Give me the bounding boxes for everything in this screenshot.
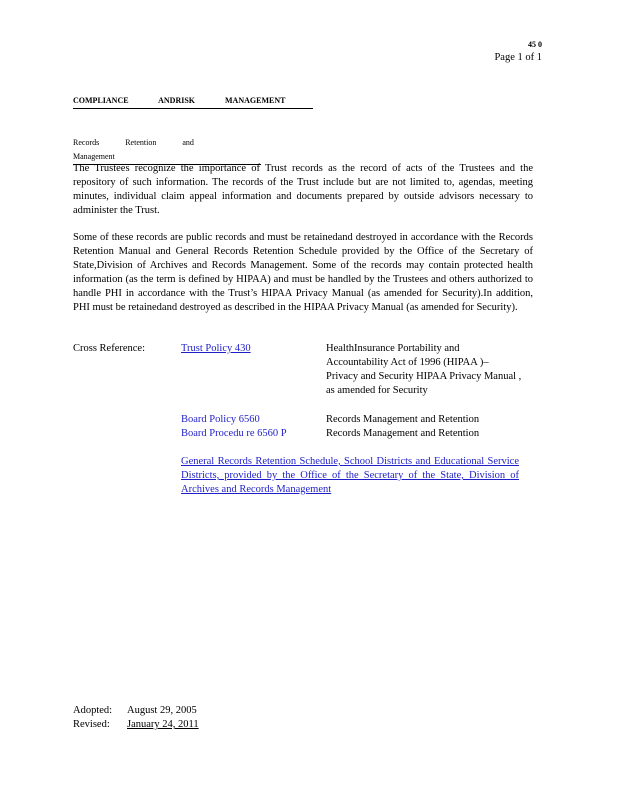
paragraph-trustees: The Trustees recognize the importance of Trust records as the record of acts of the Trustees and the repository of such information. The records of the Trust include but are not limited to, agendas, meeting minutes, individual claim appeal information and documents prepared by outside advisors necessary to administer the Trust.	[73, 163, 533, 216]
trust-policy-430-link[interactable]: Trust Policy 430	[181, 343, 251, 354]
policy-number: 45 0	[528, 40, 542, 49]
adopted-row	[73, 704, 199, 718]
page-number-block	[494, 38, 542, 64]
board-procedure-6560p-link[interactable]: Board Procedu re 6560 P	[181, 428, 287, 439]
revised-label: Revised:	[73, 719, 110, 730]
board-procedure-6560p-desc: Records Management and Retention	[326, 428, 480, 439]
adopted-label: Adopted:	[73, 705, 113, 716]
revised-date: January 24, 2011	[127, 719, 199, 730]
page-count: Page 1 of 1	[494, 52, 542, 63]
adoption-dates	[73, 704, 199, 732]
section-heading: COMPLIANCE ANDRISK MANAGEMENT	[73, 94, 313, 109]
general-records-schedule-link[interactable]: General Records Retention Schedule, School Districts and Educational Service Districts, provided by the Office of the Secretary of the State, Division of Archives and Records Management	[181, 456, 519, 495]
section-subheading: Records Retention and Management	[73, 136, 261, 165]
board-policy-6560-link[interactable]: Board Policy 6560	[181, 414, 260, 425]
paragraph-public-records: Some of these records are public records and must be retainedand destroyed in accordance with the Records Retention Manual and General Records Retention Schedule provided by the Office of the Secretary of State,Division of Archives and Records Management. Some of the records may contain protected health information (as the term is defined by HIPAA) and must be handled by the Trustees and others authorized to handle PHI in accordance with the Trust’s HIPAA Privacy Manual (as amended for Security).In addition, PHI must be retainedand destroyed as described in the HIPAA Privacy Manual (as amended for Security).	[73, 232, 533, 313]
adopted-date: August 29, 2005	[127, 705, 197, 716]
revised-row	[73, 718, 199, 732]
board-policy-6560-desc: Records Management and Retention	[326, 414, 480, 425]
trust-policy-430-desc: HealthInsurance Portability and Accountability Act of 1996 (HIPAA )– Privacy and Security HIPAA Privacy Manual , as amended for Security	[326, 343, 522, 396]
cross-reference-label: Cross Reference:	[73, 343, 146, 354]
